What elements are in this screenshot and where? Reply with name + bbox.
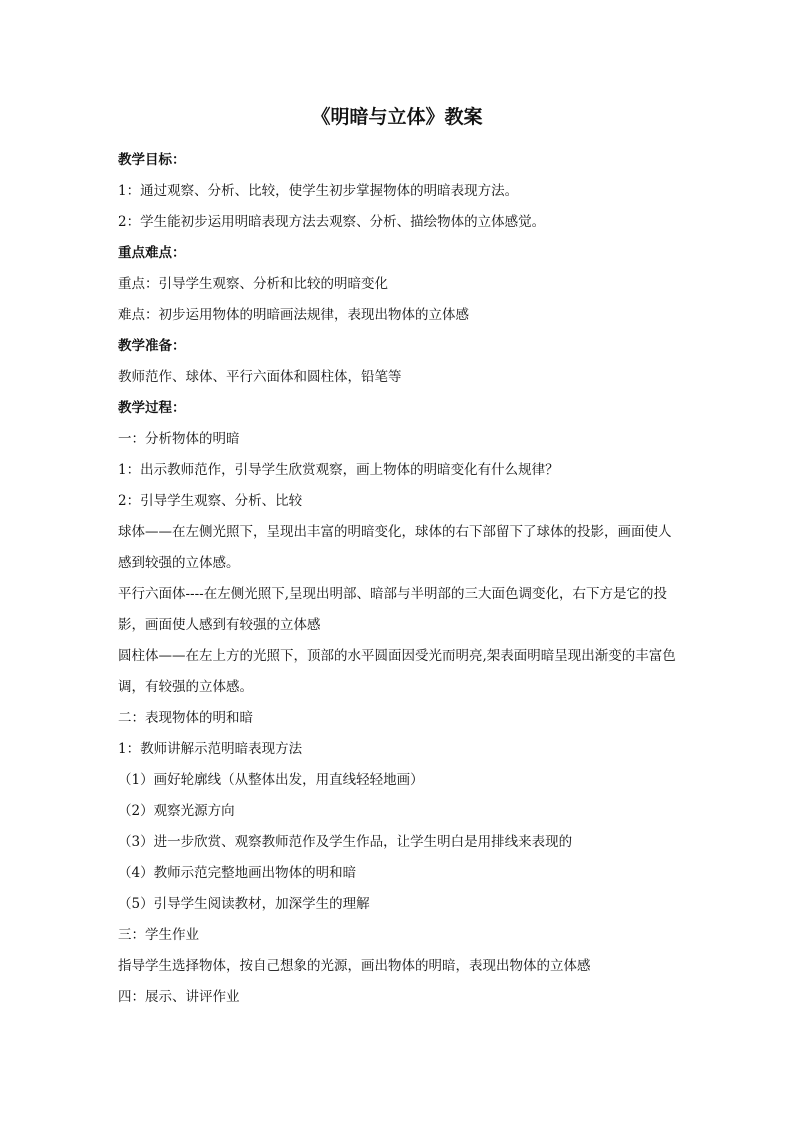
section-heading: 教学准备： (118, 338, 186, 354)
paragraph-line: 2：学生能初步运用明暗表现方法去观察、分析、描绘物体的立体感觉。 (118, 214, 546, 230)
paragraph-line: 圆柱体——在左上方的光照下，顶部的水平圆面因受光而明亮,架表面明暗呈现出渐变的丰富色调，有较强的立体感。 (118, 648, 676, 695)
paragraph-line: 三：学生作业 (118, 927, 199, 943)
section-heading: 教学目标： (118, 152, 186, 168)
paragraph-line: 平行六面体----在左侧光照下,呈现出明部、暗部与半明部的三大面色调变化，右下方是它的投影，画面使人感到有较强的立体感 (118, 586, 668, 633)
paragraph-line: 2：引导学生观察、分析、比较 (118, 493, 303, 509)
section-heading: 重点难点： (118, 245, 186, 261)
paragraph-line: （4）教师示范完整地画出物体的明和暗 (118, 865, 357, 881)
paragraph-line: 1：通过观察、分析、比较，使学生初步掌握物体的明暗表现方法。 (118, 183, 519, 199)
document-body (118, 145, 680, 1013)
paragraph-line: （3）进一步欣赏、观察教师范作及学生作品，让学生明白是用排线来表现的 (118, 834, 573, 850)
paragraph-line: 1：教师讲解示范明暗表现方法 (118, 741, 303, 757)
paragraph-line: （5）引导学生阅读教材，加深学生的理解 (118, 896, 370, 912)
paragraph-line: 难点：初步运用物体的明暗画法规律，表现出物体的立体感 (118, 307, 469, 323)
paragraph-line: 重点：引导学生观察、分析和比较的明暗变化 (118, 276, 388, 292)
paragraph-line: （2）观察光源方向 (118, 803, 235, 819)
paragraph-line: 1：出示教师范作，引导学生欣赏观察，画上物体的明暗变化有什么规律？ (118, 462, 559, 478)
paragraph-line: 一：分析物体的明暗 (118, 431, 240, 447)
paragraph-line: 教师范作、球体、平行六面体和圆柱体，铅笔等 (118, 369, 402, 385)
paragraph-line: 指导学生选择物体，按自己想象的光源，画出物体的明暗，表现出物体的立体感 (118, 958, 591, 974)
page-title: 《明暗与立体》教案 (311, 106, 483, 128)
paragraph-line: 二：表现物体的明和暗 (118, 710, 253, 726)
paragraph-line: （1）画好轮廓线（从整体出发，用直线轻轻地画） (118, 772, 424, 788)
paragraph-line: 球体——在左侧光照下，呈现出丰富的明暗变化，球体的右下部留下了球体的投影，画面使人感到较强的立体感。 (118, 524, 672, 571)
paragraph-line: 四：展示、讲评作业 (118, 989, 240, 1005)
section-heading: 教学过程： (118, 400, 186, 416)
